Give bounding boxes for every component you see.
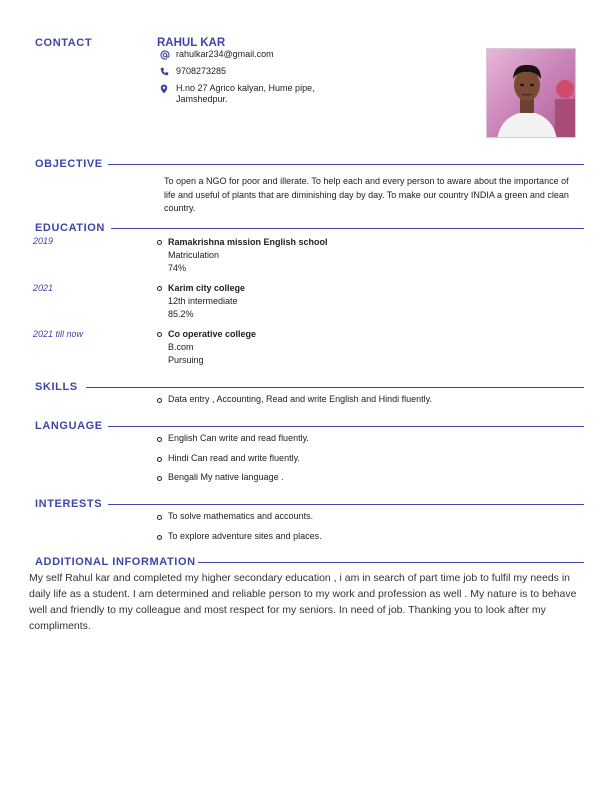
objective-text: To open a NGO for poor and illerate. To help each and every person to aware about the importance of life and useful of plants that are diminishing day by day. To make our country INDIA a green and clean country. <box>164 176 569 213</box>
language-item: English Can write and read fluently. <box>157 433 309 444</box>
address-text <box>176 83 315 105</box>
education-year: 2019 <box>33 236 54 246</box>
phone-text: 9708273285 <box>176 66 227 76</box>
candidate-name: RAHUL KAR <box>157 37 226 49</box>
education-divider <box>111 228 584 229</box>
bullet-icon <box>157 398 162 403</box>
bullet-icon <box>157 476 162 481</box>
interest-item: To explore adventure sites and places. <box>157 531 322 542</box>
location-pin-icon <box>160 83 176 94</box>
objective-heading: OBJECTIVE <box>35 158 103 170</box>
course-name: B.com <box>168 342 194 352</box>
education-year: 2021 <box>33 283 54 293</box>
school-name: Karim city college <box>168 283 246 293</box>
profile-photo <box>486 48 576 138</box>
education-entry <box>157 236 328 275</box>
language-item: Bengali My native language . <box>157 472 284 483</box>
interests-heading: INTERESTS <box>35 498 103 510</box>
additional-info-heading: ADDITIONAL INFORMATION <box>35 556 196 568</box>
phone-row <box>160 66 226 77</box>
bullet-icon <box>157 240 162 245</box>
bullet-icon <box>157 515 162 520</box>
at-icon <box>160 49 176 60</box>
skills-divider <box>86 387 584 388</box>
address-line-2: Jamshedpur. <box>176 94 228 104</box>
skills-heading: SKILLS <box>35 381 78 393</box>
school-name: Ramakrishna mission English school <box>168 237 328 247</box>
education-heading: EDUCATION <box>35 222 105 234</box>
bullet-icon <box>157 437 162 442</box>
bullet-icon <box>157 535 162 540</box>
email-row <box>160 49 274 60</box>
school-name: Co operative college <box>168 329 257 339</box>
bullet-icon <box>157 286 162 291</box>
education-entry <box>157 328 256 367</box>
course-result: 74% <box>168 263 187 273</box>
course-name: Matriculation <box>168 250 220 260</box>
objective-divider <box>108 164 584 165</box>
education-entry <box>157 282 245 321</box>
language-divider <box>108 426 584 427</box>
phone-icon <box>160 66 176 77</box>
interests-divider <box>108 504 584 505</box>
education-year: 2021 till now <box>33 329 84 339</box>
skill-item: Data entry , Accounting, Read and write English and Hindi fluently. <box>157 394 432 405</box>
course-result: Pursuing <box>168 355 204 365</box>
bullet-icon <box>157 457 162 462</box>
additional-info-divider <box>198 562 584 563</box>
interest-item: To solve mathematics and accounts. <box>157 511 313 522</box>
course-name: 12th intermediate <box>168 296 238 306</box>
language-heading: LANGUAGE <box>35 420 103 432</box>
language-item: Hindi Can read and write fluently. <box>157 453 300 464</box>
additional-info-text: My self Rahul kar and completed my higher secondary education , i am in search of part time job to fulfil my needs in daily life as a student. I am determined and reliable person to my work and profession as well . My nature is to behave well and friendly to my colleague and most respect for my seniors. In need of job. Thanking you to look after my compliments. <box>29 572 577 632</box>
contact-heading: CONTACT <box>35 37 93 49</box>
bullet-icon <box>157 332 162 337</box>
address-line-1: H.no 27 Agrico kalyan, Hume pipe, <box>176 83 315 93</box>
address-row <box>160 83 315 105</box>
email-text: rahulkar234@gmail.com <box>176 49 274 59</box>
course-result: 85.2% <box>168 309 194 319</box>
